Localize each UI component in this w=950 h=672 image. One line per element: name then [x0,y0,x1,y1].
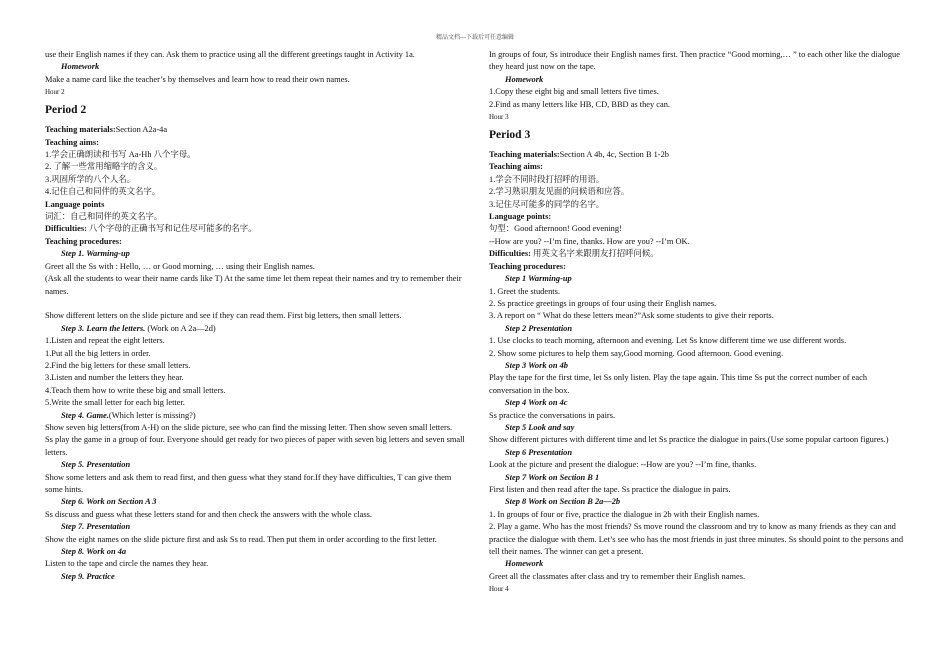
step-heading: Step 1 Warming-up [505,274,572,284]
aims-label: Teaching aims: [489,162,543,172]
difficulties [45,223,465,235]
step-heading: Step 6. Work on Section A 3 [61,497,157,507]
materials-value: Section A2a-4a [115,125,168,135]
language-points-value: --How are you? --I’m fine, thanks. How are you? --I’m OK. [489,236,690,246]
list-item: 2. Show some pictures to help them say,Good morning. Good afternoon. Good evening. [489,348,784,358]
step-text: Ss discuss and guess what these letters stand for and then check the answers with the whole class. [45,509,373,519]
step-heading: Step 5 Look and say [505,422,575,432]
step-text: Show some letters and ask them to read first, and then guess what they stand for.If they have difficulties, T can give them some hints. [45,472,452,494]
aim-item: 2. 了解一些常用缩略字的含义。 [45,162,163,172]
homework-heading: Homework [61,62,100,72]
step-heading: Step 7 Work on Section B 1 [505,472,600,482]
aim-item: 1.学会不同时段打招呼的用语。 [489,174,605,184]
step-note: (Work on A 2a—2d) [147,323,216,333]
step-heading: Step 8. Work on 4a [61,547,127,557]
aim-item: 3.记住尽可能多的同学的名字。 [489,199,605,209]
difficulties-value: 用英文名字来跟朋友打招呼问候。 [532,249,659,259]
step-heading: Step 3 Work on 4b [505,360,568,370]
list-item: 1. Greet the students. [489,286,560,296]
language-points-value: 词汇：自己和同伴的英文名字。 [45,212,163,222]
language-points-label: Language points [45,199,105,209]
difficulties [489,248,909,260]
list-item: 2.Find the big letters for these small letters. [45,360,191,370]
list-item: 5.Write the small letter for each big letter. [45,398,185,408]
step-4-heading [45,410,465,422]
aim-item: 3.巩固所学的八个人名。 [45,174,136,184]
step-text: First listen and then read after the tape. Ss practice the dialogue in pairs. [489,485,731,494]
step-heading: Step 1. Warming-up [61,249,130,259]
list-item: 4.Teach them how to write these big and small letters. [45,385,226,395]
step-text: Greet all the Ss with : Hello, … or Good morning, … using their English names. [45,261,315,271]
step-heading: Step 5. Presentation [61,460,131,470]
step-heading: Step 7. Presentation [61,522,131,532]
materials-label: Teaching materials: [45,125,116,135]
step-text: Show different pictures with different time and let Ss practice the dialogue in pairs.(Use some popular cartoon figures.) [489,435,889,445]
difficulties-value: 八个字母的正确书写和记住尽可能多的名字。 [88,224,257,234]
procedures-label: Teaching procedures: [45,236,122,246]
homework-text: Greet all the classmates after class and try to remember their English names. [489,571,746,581]
aims-label: Teaching aims: [45,137,99,147]
list-item: 1. In groups of four or five, practice the dialogue in 2b with their English names. [489,509,760,519]
homework-item: 1.Copy these eight big and small letters five times. [489,87,659,97]
step-3-heading [45,323,465,335]
list-item: 2. Play a game. Who has the most friends? Ss move round the classroom and try to know as many friends as they can and practice the dialogue with them. Let’s see who has the most friends in just three minutes. Ss should point to the persons and tell their names. The winner can get a present. [489,522,904,557]
list-item: 2. Ss practice greetings in groups of four using their English names. [489,298,717,308]
materials-label: Teaching materials: [489,150,560,160]
step-text: Listen to the tape and circle the names they hear. [45,559,209,569]
difficulties-label: Difficulties: [45,224,87,234]
right-column [489,49,909,595]
left-column [45,49,465,583]
period-title: Period 2 [45,104,87,117]
homework-heading: Homework [505,74,544,84]
step-text: Show the eight names on the slide picture first and ask Ss to read. Then put them in order according to the first letter. [45,534,437,544]
list-item: 3.Listen and number the letters they hear. [45,373,184,383]
step-heading: Step 8 Work on Section B 2a—2b [505,497,621,507]
intro-text: In groups of four, Ss introduce their English names first. Then practice “Good morning,… ” to each other like the dialogue they heard just now on the tape. [489,50,900,72]
step-text: Show different letters on the slide picture and see if they can read them. First big letters, then small letters. [45,311,402,321]
procedures-label: Teaching procedures: [489,261,566,271]
step-heading: Step 6 Presentation [505,447,573,457]
step-text: Ss play the game in a group of four. Everyone should get ready for two pieces of paper with seven big letters and seven small letters. [45,435,465,457]
step-text: Ss practice the conversations in pairs. [489,410,616,420]
language-points-label: Language points: [489,212,552,222]
hour-label: Hour 2 [45,88,65,97]
list-item: 1.Listen and repeat the eight letters. [45,336,165,346]
step-heading: Step 2 Presentation [505,323,573,333]
step-text: Play the tape for the first time, let Ss only listen. Play the tape again. This time Ss put the correct number of each conversation in the box. [489,373,868,395]
homework-item: 2.Find as many letters like HB, CD, BBD as they can. [489,99,670,109]
materials-value: Section A 4b, 4c, Section B 1-2b [559,150,669,160]
homework-heading: Homework [505,559,544,569]
step-heading: Step 3. Learn the letters. [61,323,146,333]
step-heading: Step 4. Game. [61,410,109,420]
teaching-materials [489,149,909,161]
aim-item: 1.学会正确朗读和书写 Aa-Hh 八个字母。 [45,150,196,160]
period-title: Period 3 [489,129,531,142]
list-item: 3. A report on “ What do these letters mean?”Ask some students to give their reports. [489,311,774,321]
list-item: 1.Put all the big letters in order. [45,348,151,358]
homework-text: Make a name card like the teacher’s by themselves and learn how to read their own names. [45,74,350,84]
step-heading: Step 4 Work on 4c [505,398,568,408]
step-text: Look at the picture and present the dialogue: --How are you? --I’m fine, thanks. [489,460,757,470]
teaching-materials [45,124,465,136]
aim-item: 2.学习熟识朋友见面的问候语和应答。 [489,187,630,197]
intro-text: use their English names if they can. Ask them to practice using all the different greetings taught in Activity 1a. [45,50,415,59]
step-note: (Which letter is missing?) [108,410,196,420]
aim-item: 4.记住自己和同伴的英文名字。 [45,187,161,197]
step-text: Show seven big letters(from A-H) on the slide picture, see who can find the missing letter. Then show seven small letters. [45,422,453,432]
step-heading: Step 9. Practice [61,571,115,581]
difficulties-label: Difficulties: [489,249,531,259]
step-text: (Ask all the students to wear their name cards like T) At the same time let them repeat their names and try to remember their names. [45,274,462,296]
hour-label: Hour 4 [489,585,509,594]
language-points-value: 句型：Good afternoon! Good evening! [489,224,622,234]
list-item: 1. Use clocks to teach morning, afternoon and evening. Let Ss know different time we use different words. [489,336,847,346]
hour-label: Hour 3 [489,113,509,122]
page-header: 精品文档---下载后可任意编辑 [436,35,514,41]
